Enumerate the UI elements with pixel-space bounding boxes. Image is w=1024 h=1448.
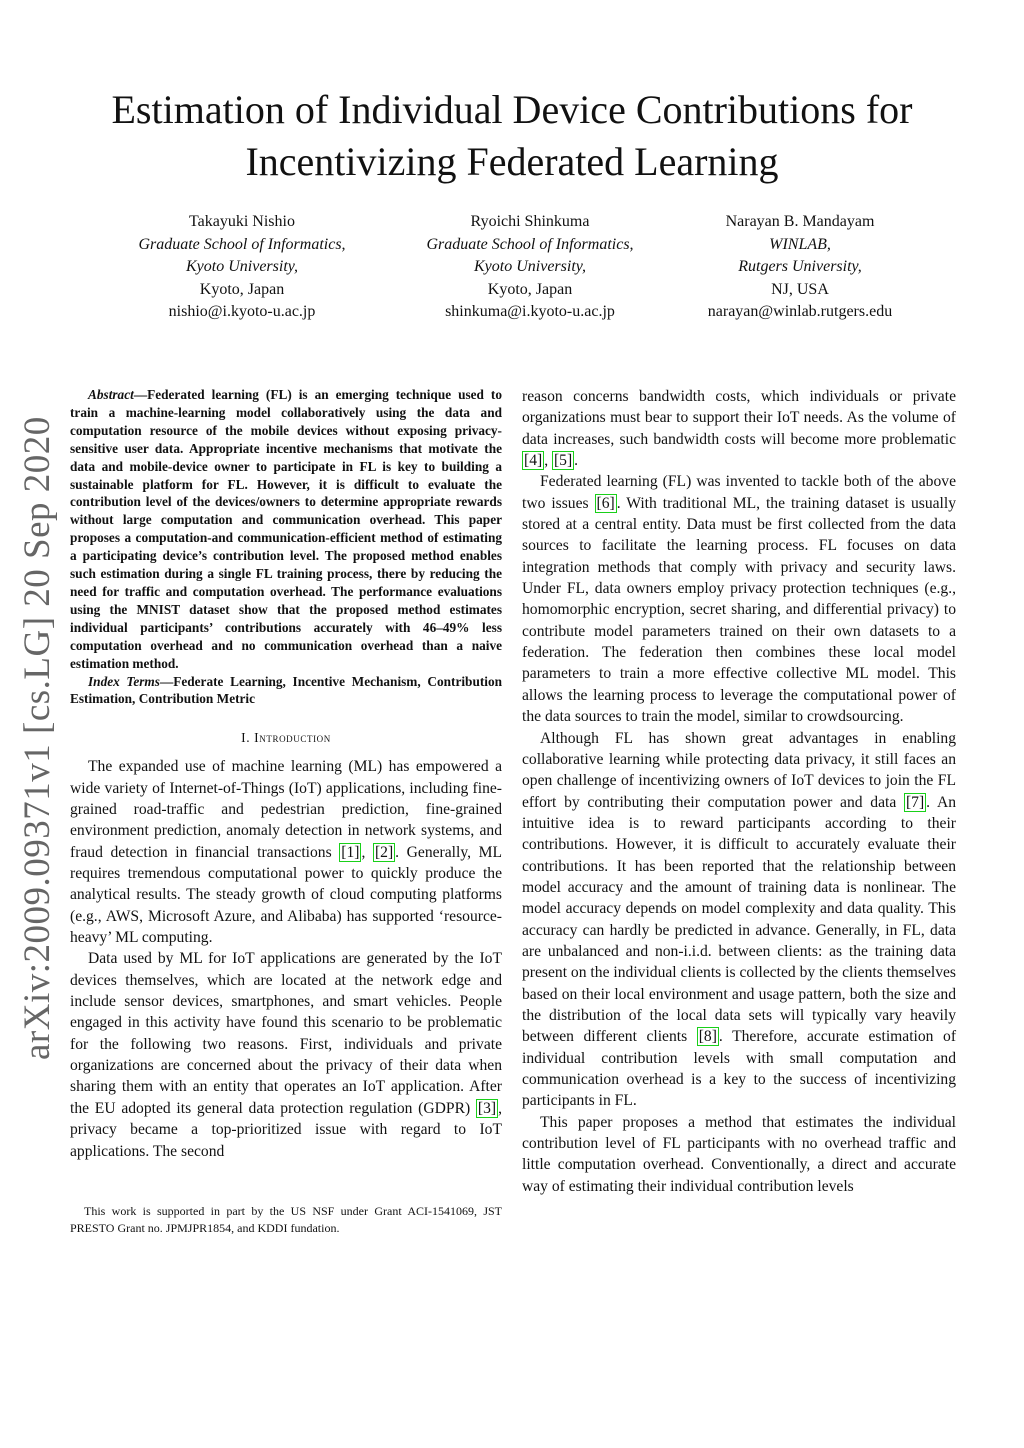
arxiv-identifier: arXiv:2009.09371v1 [cs.LG] 20 Sep 2020 — [17, 416, 58, 1060]
author-affiliation: Graduate School of Informatics, — [138, 235, 346, 253]
citation-link[interactable]: [6] — [596, 494, 615, 512]
author-2 — [380, 211, 680, 324]
author-name: Ryoichi Shinkuma — [470, 213, 590, 230]
right-column — [522, 386, 956, 1197]
paragraph-text: reason concerns bandwidth costs, which individuals or private organizations must bear to support their IoT needs. As the volume of data increases, such bandwidth costs will become more problematic — [522, 388, 956, 448]
author-email: shinkuma@i.kyoto-u.ac.jp — [445, 303, 615, 320]
author-name: Takayuki Nishio — [189, 213, 295, 230]
paragraph-text: . — [574, 452, 579, 470]
paragraph-text: This paper proposes a method that estimates the individual contribution level of FL participants with no overhead traffic and little computation overhead. Conventionally, a direct and accurate way of estimating their individual contribution levels — [522, 1113, 956, 1195]
author-1 — [92, 211, 392, 324]
author-institution: Rutgers University, — [738, 258, 862, 275]
section-heading — [70, 730, 502, 746]
section-number: I. — [241, 730, 251, 746]
paragraph-text: , privacy became a top-prioritized issue with regard to IoT applications. The second — [70, 1099, 502, 1160]
citation-link[interactable]: [1] — [341, 843, 360, 861]
paragraph — [522, 1112, 956, 1197]
author-email: nishio@i.kyoto-u.ac.jp — [168, 303, 316, 320]
paragraph-text: . Generally, ML requires tremendous computational power to quickly produce the analytical results. The steady growth of cloud computing platforms (e.g., AWS, Microsoft Azure, and Alibaba) has supported ‘resource-heavy’ ML computing. — [70, 843, 503, 947]
abstract-label: Abstract — [88, 387, 134, 402]
author-affiliation: Graduate School of Informatics, — [426, 235, 634, 253]
author-location: Kyoto, Japan — [199, 280, 285, 298]
footnote: This work is supported in part by the US NSF under Grant ACI-1541069, JST PRESTO Grant no. JPMJPR1854, and KDDI fundation. — [70, 1204, 502, 1235]
paragraph-text: , — [361, 843, 373, 861]
paragraph-text: , — [544, 452, 552, 470]
citation-link[interactable]: [5] — [553, 452, 573, 470]
paragraph-text: The expanded use of machine learning (ML) has empowered a wide variety of Internet-of-Things (IoT) applications, including fine-grained road-traffic and pedestrian prediction, fine-grained environment prediction, anomaly detection in network systems, and fraud detection in financial transactions — [70, 758, 502, 861]
citation-link[interactable]: [3] — [477, 1099, 497, 1117]
author-email: narayan@winlab.rutgers.edu — [707, 303, 893, 320]
index-terms-label: Index Terms — [88, 673, 160, 689]
citation-link[interactable]: [2] — [374, 843, 394, 861]
paragraph-text: . With traditional ML, the training dataset is usually stored at a central entity. Data must be first collected from the data sources to facilitate the learning process. FL focuses on data integration methods that comply with privacy and security laws. Under FL, data owners employ privacy protection techniques (e.g., homomorphic encryption, secret sharing, and differential privacy) to contribute model parameters trained on their own datasets to a federation. The federation then combines these local model parameters to train a more effective collective ML model. This allows the learning process to leverage the computational power of the data sources to train the model, similar to crowdsourcing. — [522, 494, 956, 726]
index-terms — [70, 673, 502, 709]
author-name: Narayan B. Mandayam — [725, 213, 875, 230]
author-institution: Kyoto University, — [474, 258, 586, 275]
paragraph-text: . Therefore, accurate estimation of individual contribution levels with small computation and communication overhead is a key to the success of incentivizing participants in FL. — [522, 1028, 957, 1110]
paragraph — [522, 471, 956, 727]
section-title: Introduction — [254, 730, 331, 746]
paragraph-text: . An intuitive idea is to reward participants according to their contributions. However, it is difficult to accurately evaluate their contributions. It has been reported that the relationship between model accuracy and the amount of training data is nonlinear. The model accuracy depends on model complexity and data quality. This accuracy can hardly be predicted in advance. Generally, in FL, data are unbalanced and non-i.i.d. between clients: as the training data present on the individual clients is collected by the clients themselves based on their local environment and usage pattern, both the size and the distribution of the local data sets will typically vary heavily between different clients — [522, 793, 956, 1046]
paragraph-text: Although FL has shown great advantages in enabling collaborative learning while protecting data privacy, it still faces an open challenge of incentivizing owners of IoT devices to join the FL effort by contributing their computation power and data — [522, 729, 956, 811]
paragraph-text: Federated learning (FL) was invented to tackle both of the above two issues — [522, 473, 956, 512]
author-3 — [650, 211, 950, 324]
author-location: NJ, USA — [771, 280, 829, 298]
index-terms-text: —Federate Learning, Incentive Mechanism, Contribution Estimation, Contribution Metric — [70, 673, 503, 707]
paragraph — [70, 948, 502, 1161]
left-column — [70, 386, 502, 1162]
author-affiliation: WINLAB, — [769, 235, 831, 253]
abstract — [70, 386, 502, 673]
citation-link[interactable]: [7] — [905, 793, 925, 811]
paper-title: Estimation of Individual Device Contributions for Incentivizing Federated Learning — [111, 87, 913, 184]
paragraph — [70, 756, 502, 948]
paragraph — [522, 386, 956, 471]
paragraph — [522, 728, 956, 1112]
citation-link[interactable]: [4] — [524, 452, 543, 470]
citation-link[interactable]: [8] — [698, 1028, 717, 1046]
author-location: Kyoto, Japan — [487, 280, 573, 298]
abstract-text: —Federated learning (FL) is an emerging technique used to train a machine-learning model collaboratively using the data and computation resource of the mobile devices without exposing privacy-sensitive user data. Appropriate incentive mechanisms that motivate the data and mobile-device owner to participate in FL is key to building a sustainable platform for FL. However, it is difficult to evaluate the contribution level of the devices/owners to determine appropriate rewards without large computation and communication overhead. This paper proposes a computation-and communication-efficient method of estimating a participating device’s contribution level. The proposed method enables such estimation during a single FL training process, there by reducing the need for traffic and computation overhead. The performance evaluations using the MNIST dataset show that the proposed method estimates individual participants’ contributions accurately with 46–49% less computation overhead and no communication overhead than a naive estimation method. — [70, 387, 502, 671]
paragraph-text: Data used by ML for IoT applications are generated by the IoT devices themselves, which are located at the network edge and include sensor devices, smartphones, and smart vehicles. People engaged in this activity have found this scenario to be problematic for the following two reasons. First, individuals and private organizations are concerned about the privacy of their data when sharing them with an entity that operates an IoT application. After the EU adopted its general data protection regulation (GDPR) — [70, 950, 502, 1117]
author-institution: Kyoto University, — [186, 258, 298, 275]
